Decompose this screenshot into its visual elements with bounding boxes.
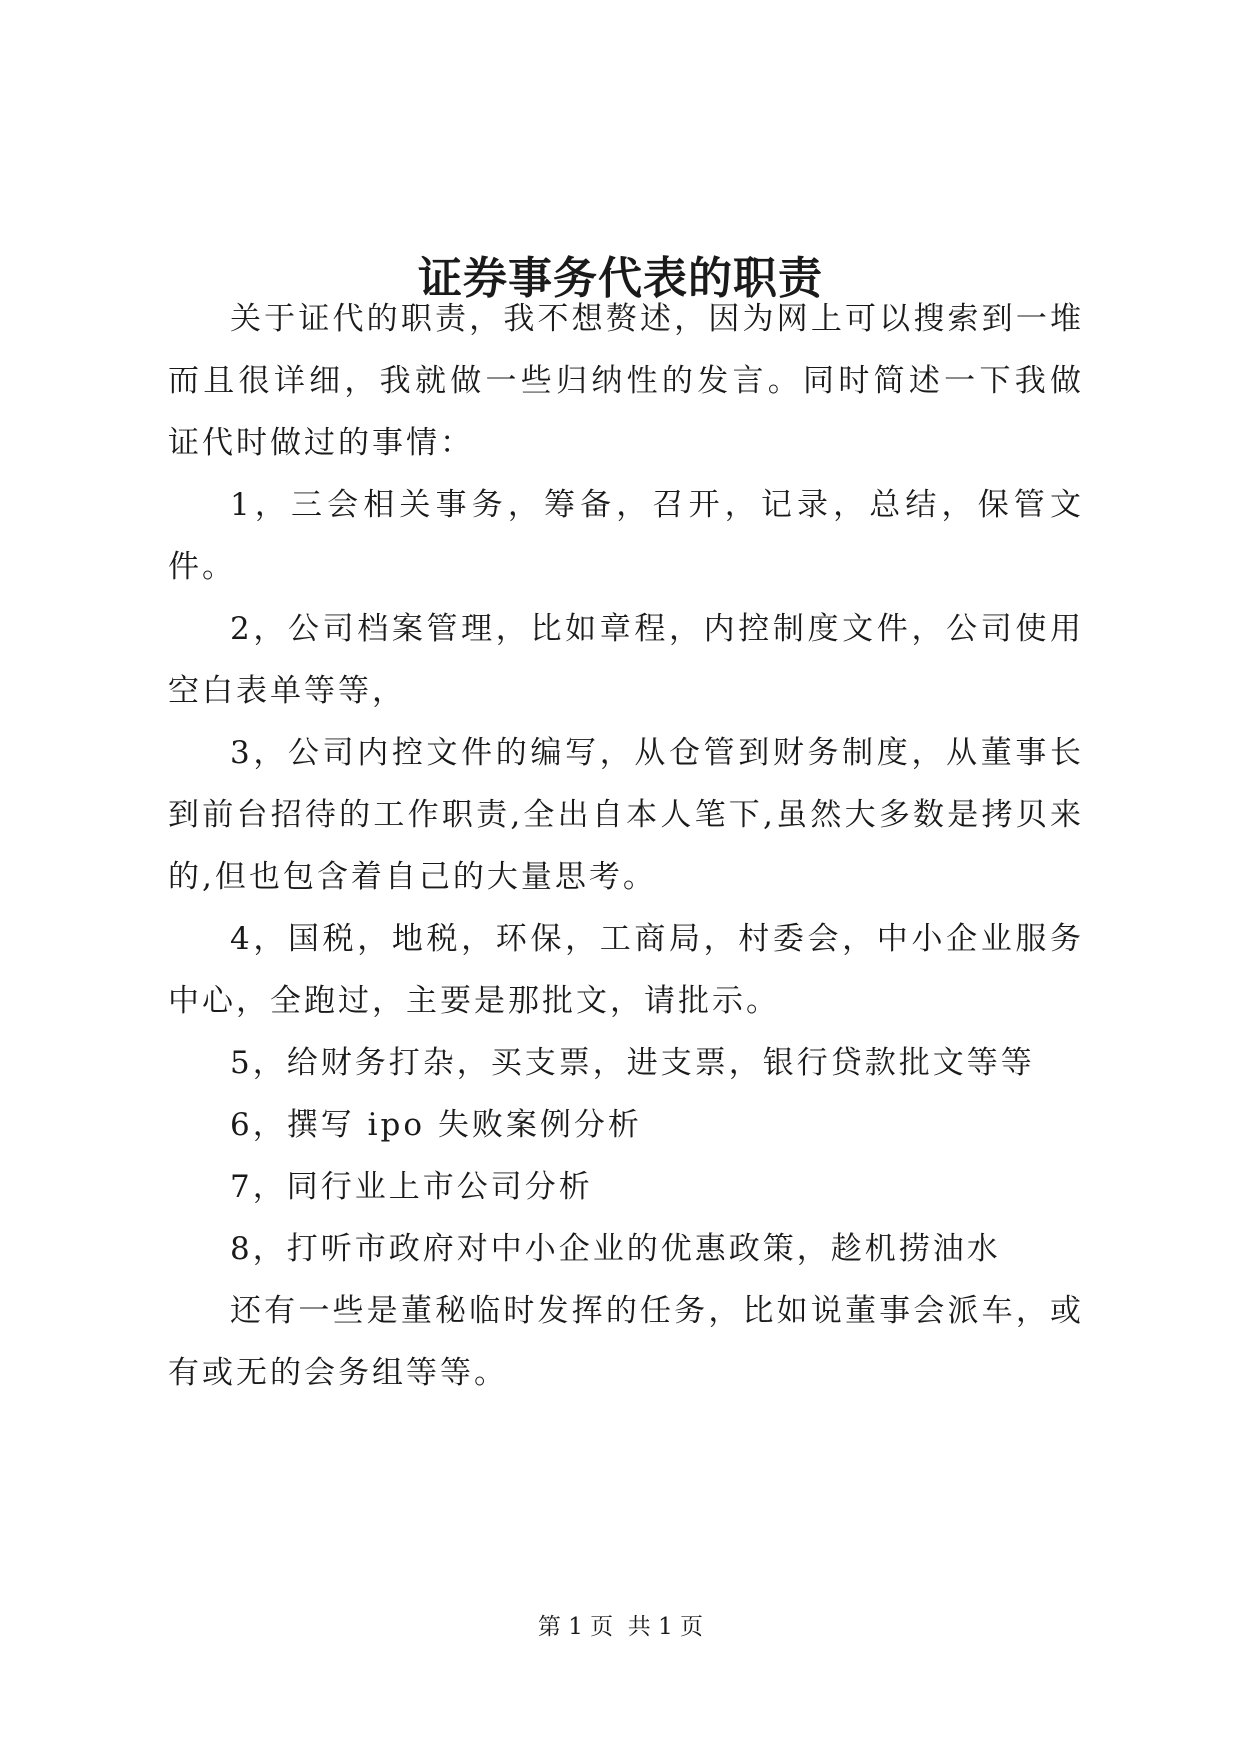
page-number-label: 第 1 页 共 1 页 xyxy=(537,1614,704,1640)
paragraph-closing: 还有一些是董秘临时发挥的任务，比如说董事会派车，或有或无的会务组等等。 xyxy=(168,1293,1084,1391)
page-title: 证券事务代表的职责 xyxy=(418,253,823,305)
list-item-1: 1，三会相关事务，筹备，召开，记录，总结，保管文件。 xyxy=(168,487,1084,585)
list-item-2: 2，公司档案管理，比如章程，内控制度文件，公司使用空白表单等等， xyxy=(168,611,1084,709)
list-item-3: 3，公司内控文件的编写，从仓管到财务制度，从董事长到前台招待的工作职责,全出自本人笔下,虽然大多数是拷贝来的,但也包含着自己的大量思考。 xyxy=(168,735,1084,895)
list-item-5: 5，给财务打杂，买支票，进支票，银行贷款批文等等 xyxy=(230,1045,1035,1081)
list-item-8: 8，打听市政府对中小企业的优惠政策，趁机捞油水 xyxy=(230,1231,1001,1267)
list-item-6: 6，撰写 ipo 失败案例分析 xyxy=(230,1107,642,1143)
page-footer xyxy=(0,1612,1241,1642)
document-body xyxy=(168,288,1084,1404)
list-item-7: 7，同行业上市公司分析 xyxy=(230,1169,593,1205)
list-item-4: 4，国税，地税，环保，工商局，村委会，中小企业服务中心，全跑过，主要是那批文，请批示。 xyxy=(168,921,1084,1019)
paragraph-intro: 关于证代的职责，我不想赘述，因为网上可以搜索到一堆而且很详细，我就做一些归纳性的发言。同时简述一下我做证代时做过的事情： xyxy=(168,301,1084,461)
